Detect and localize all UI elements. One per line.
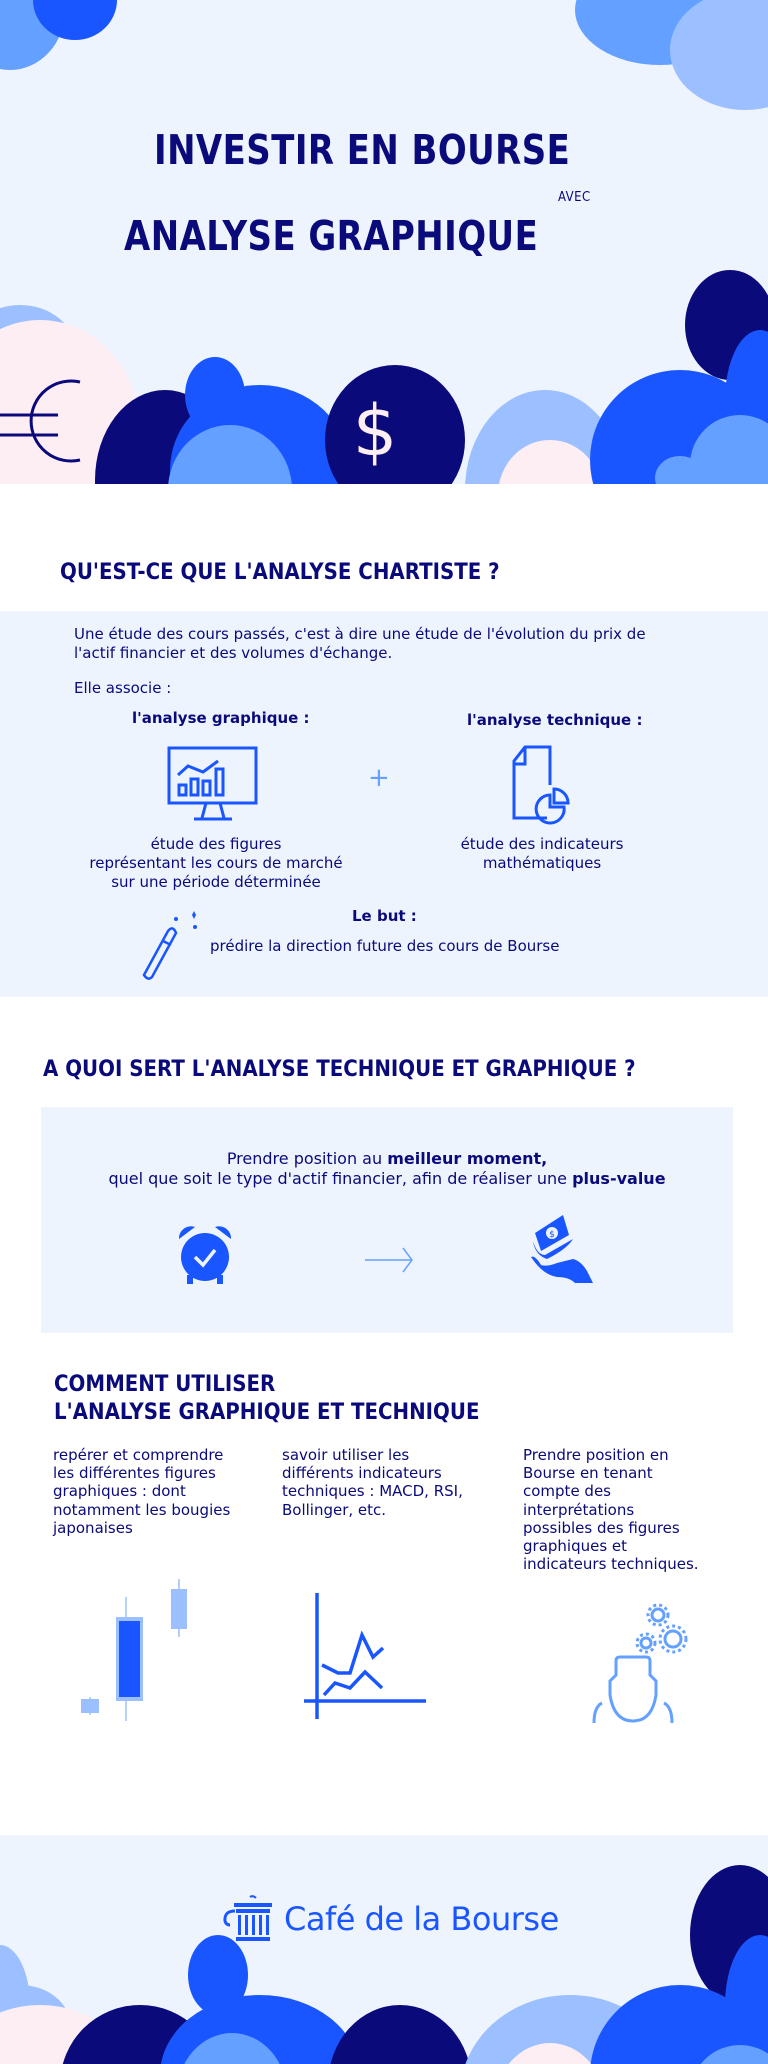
intro-line: Une étude des cours passés, c'est à dire une étude de l'évolution du prix de	[74, 625, 646, 643]
purpose-line-2: quel que soit le type d'actif financier, afin de réaliser une plus-value	[108, 1169, 666, 1188]
chart-monitor-icon	[166, 745, 260, 823]
heading-line: COMMENT UTILISER	[54, 1372, 276, 1397]
heading-line: L'ANALYSE GRAPHIQUE ET TECHNIQUE	[54, 1400, 480, 1425]
desc-line: étude des figures	[150, 835, 282, 853]
decorative-clouds	[0, 1835, 768, 2064]
logo-text: Café de la Bourse	[284, 1900, 559, 1938]
hero-connector: AVEC	[558, 190, 591, 205]
associates-label: Elle associe :	[74, 679, 172, 697]
section-purpose	[0, 1107, 768, 1347]
magic-wand-icon	[138, 909, 202, 981]
desc-line: mathématiques	[482, 854, 602, 872]
section-what-is-heading	[0, 484, 768, 611]
desc-line: sur une période déterminée	[111, 873, 321, 891]
svg-text:$: $	[549, 1230, 555, 1240]
plus-icon: +	[368, 763, 390, 793]
section-heading: QU'EST-CE QUE L'ANALYSE CHARTISTE ?	[60, 560, 500, 585]
money-hand-icon	[529, 1215, 599, 1287]
purpose-line-1: Prendre position au meilleur moment,	[226, 1149, 548, 1168]
coffee-cup-logo-icon	[222, 1895, 274, 1943]
section-what-is	[0, 611, 768, 997]
alarm-clock-icon	[177, 1223, 233, 1285]
intro-line: l'actif financier et des volumes d'échange.	[74, 644, 393, 662]
hero-title-line2: ANALYSE GRAPHIQUE	[124, 212, 539, 260]
section-heading	[54, 1371, 479, 1427]
document-pie-icon	[510, 745, 580, 825]
footer	[0, 1835, 768, 2064]
right-description	[420, 835, 664, 873]
section-how-to-use	[0, 1347, 768, 1835]
hero-title-line1: INVESTIR EN BOURSE	[154, 126, 571, 174]
column-1-text: repérer et comprendre les différentes figures graphiques : dont notamment les bougies japonaises	[53, 1446, 231, 1537]
dollar-icon: $	[352, 390, 398, 472]
intro-text	[74, 625, 646, 663]
purpose-text	[41, 1149, 733, 1189]
left-title: l'analyse graphique :	[132, 709, 310, 727]
column-3-text: Prendre position en Bourse en tenant compte des interprétations possibles des figures graphiques et indicateurs techniques.	[523, 1446, 699, 1574]
cafe-de-la-bourse-logo[interactable]	[222, 1895, 559, 1943]
right-title: l'analyse technique :	[467, 711, 643, 729]
desc-line: représentant les cours de marché	[89, 854, 343, 872]
left-description	[60, 835, 372, 892]
column-2-text: savoir utiliser les différents indicateurs techniques : MACD, RSI, Bollinger, etc.	[282, 1446, 463, 1519]
goal-text: prédire la direction future des cours de Bourse	[210, 937, 560, 955]
section-purpose-heading	[0, 997, 768, 1107]
goal-title: Le but :	[352, 907, 417, 925]
person-gears-icon	[572, 1597, 692, 1727]
section-heading: A QUOI SERT L'ANALYSE TECHNIQUE ET GRAPHIQUE ?	[43, 1057, 636, 1082]
candlestick-icon	[76, 1579, 196, 1729]
purpose-card	[41, 1107, 733, 1333]
desc-line: étude des indicateurs	[460, 835, 624, 853]
arrow-right-icon	[363, 1245, 415, 1275]
line-chart-icon	[300, 1593, 430, 1725]
hero-banner	[0, 0, 768, 484]
